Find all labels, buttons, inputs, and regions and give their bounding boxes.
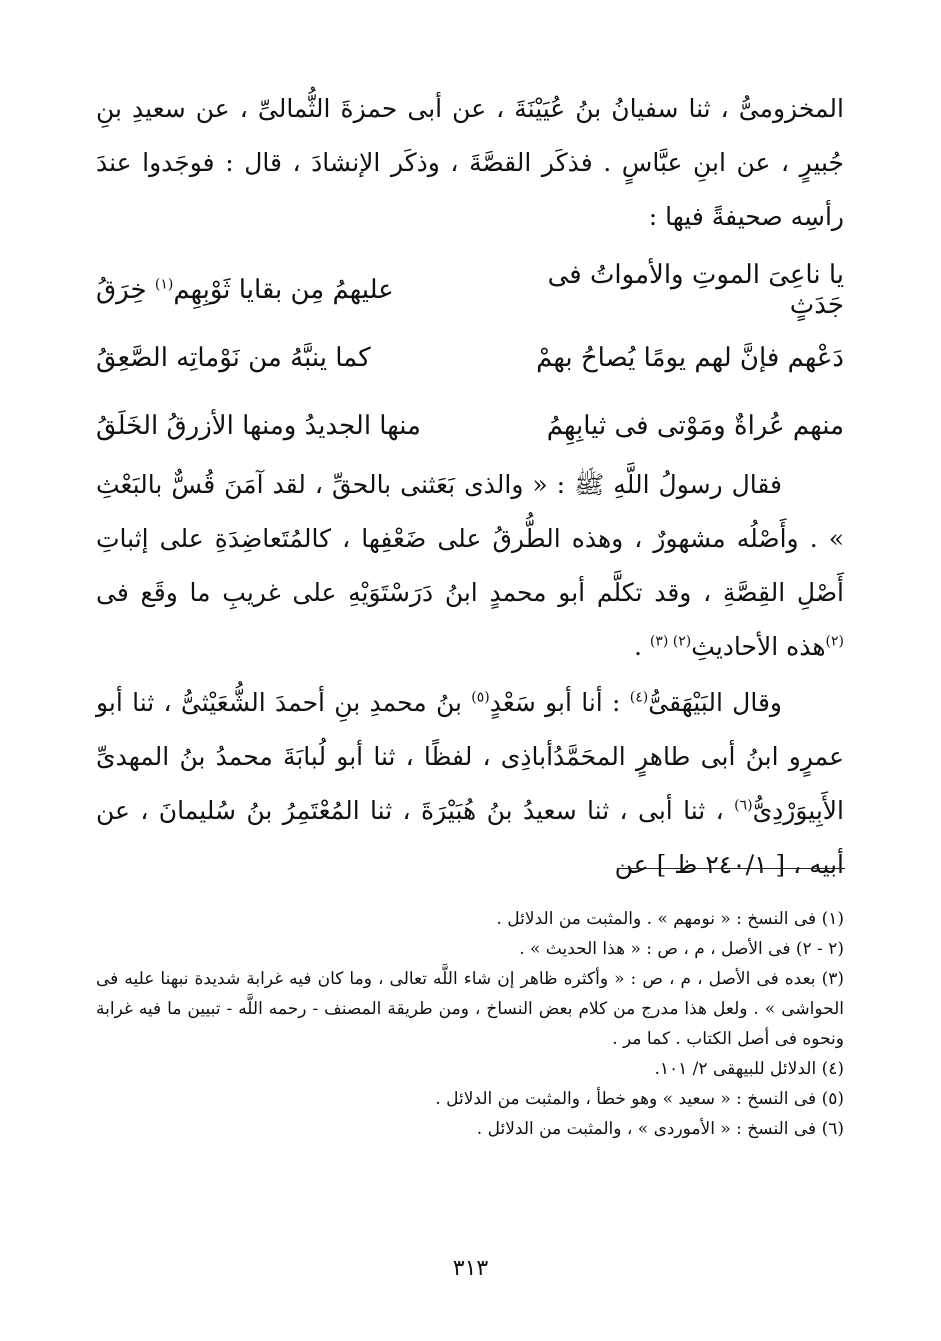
paragraph-text-part: ، ثنا أبى ، ثنا سعيدُ بنُ هُبَيْرَةَ ، ثنا المُعْتَمِرُ بنُ سُليمانَ ، عن أبيه ، [ ٢٤٠/١ ظ ] عن [96,796,844,879]
verse-first-hemistich: دَعْهم فإنَّ لهم يومًا يُصاحُ بهمْ [536,343,844,373]
verse-text: عليهمُ مِن بقايا ثَوْبِهِم [173,275,394,305]
paragraph-text [96,676,844,892]
footnote-marker: (٥) [471,689,490,706]
paragraph-text-part: فقال رسولُ اللَّهِ ﷺ : « والذى بَعَثنى بالحقِّ ، لقد آمَنَ قُسٌّ بالبَعْثِ » . وأَصْلُه مشهورٌ ، وهذه الطُّرقُ على ضَعْفِها ، كالمُتَعاضِدَةِ على إثباتِ أَصْلِ القِصَّةِ ، وقد تكلَّم أبو محمدٍ ابنُ دَرَسْتَوَيْهِ على غريبِ ما وقَع فى [96,470,844,607]
verse-second-hemistich [96,275,451,305]
verse-first-hemistich: منهم عُراةٌ ومَوْتى فى ثيابِهِمُ [546,411,844,441]
footnote-marker: (٢) (٣) [649,633,692,650]
paragraph-text-part: : أنا أبو سَعْدٍ [489,688,630,717]
verse-text: خِرَقُ [96,275,155,305]
page-number: ٣١٣ [452,1256,489,1281]
paragraph-text [96,458,844,674]
paragraph-text-part: هذه الأحاديثِ [691,632,826,661]
footnote: (١) فى النسخ : « نومهم » . والمثبت من الدلائل . [496,909,844,929]
verse-second-hemistich: منها الجديدُ ومنها الأزرقُ الخَلَقُ [96,411,421,441]
paragraph-text-part: . [633,632,650,661]
verse-line [96,324,844,392]
verse-line [96,392,844,460]
footnote-marker: (٢) [825,633,844,650]
footnote: (٢ - ٢) فى الأصل ، م ، ص : « هذا الحديث » . [519,939,844,959]
verse-first-hemistich: يا ناعِىَ الموتِ والأمواتُ فى جَدَثٍ [547,260,844,320]
footnote-marker: (١) [154,276,174,293]
bayhaqi-paragraph [96,676,844,892]
footnote-separator [617,868,845,869]
verse-line [96,256,844,324]
footnote: (٣) بعده فى الأصل ، م ، ص : « وأكثره ظاهر إن شاء اللَّه تعالى ، وما كان فيه غرابة شديدة نبهنا عليه فى الحواشى » . ولعل هذا مدرج من كلام بعض النساخ ، ومن طريقة المصنف - رحمه اللَّه - تبيين ما فيه غرابة ونحوه فى أصل الكتاب . كما مر . [96,969,844,1049]
verse-second-hemistich: كما ينبَّهُ من نَوْماتِه الصَّعِقُ [96,343,371,373]
paragraph-text-part: بنُ محمدِ بنِ أحمدَ الشُّعَيْثىُّ ، ثنا أبو عمرٍو ابنُ أبى طاهرٍ المحَمَّدُأباذِى ، لفظًا ، ثنا أبو لُبابَةَ محمدُ بنُ المهدىِّ الأَبِيوَرْدِىُّ [96,688,844,825]
footnotes [96,904,844,1144]
paragraph-text-part: وقال البَيْهَقىُّ [648,688,782,717]
footnote-marker: (٦) [734,797,753,814]
paragraph-text: المخزومىُّ ، ثنا سفيانُ بنُ عُيَيْنَةَ ، عن أبى حمزةَ الثُّمالىِّ ، عن سعيدِ بنِ جُبيرٍ ، عن ابنِ عبَّاسٍ . فذكَر القصَّةَ ، وذكَر الإنشادَ ، قال : فوجَدوا عندَ رأسِه صحيفةً فيها : [96,94,844,231]
footnote: (٤) الدلائل للبيهقى ٢/ ١٠١. [654,1059,844,1079]
prophet-saying-paragraph [96,458,844,674]
opening-paragraph [96,82,844,244]
footnote: (٥) فى النسخ : « سعيد » وهو خطأ ، والمثبت من الدلائل . [435,1089,844,1109]
footnote-marker: (٤) [629,689,649,706]
poem [96,256,844,460]
footnote: (٦) فى النسخ : « الأموردى » ، والمثبت من الدلائل . [476,1119,844,1139]
